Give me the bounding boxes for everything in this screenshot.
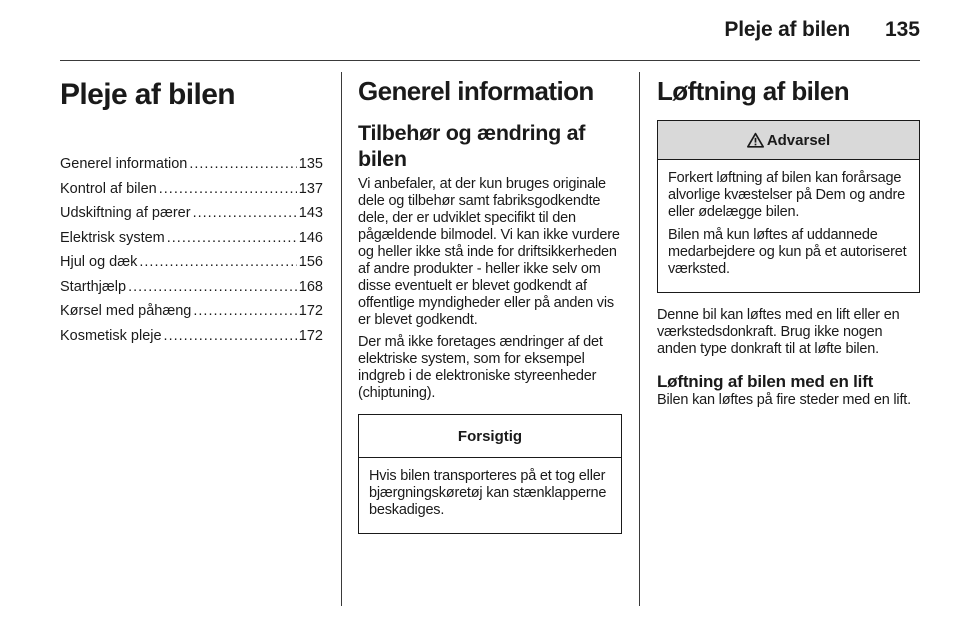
toc-leader-dots bbox=[193, 201, 297, 226]
warning-body bbox=[658, 160, 919, 292]
toc-entry[interactable] bbox=[60, 152, 323, 177]
toc-leader-dots bbox=[139, 250, 296, 275]
toc-leader-dots bbox=[128, 275, 297, 300]
toc-entry[interactable] bbox=[60, 275, 323, 300]
body-paragraph: Der må ikke foretages ændringer af det elektriske system, som for eksempel indgreb i de elektroniske styreenheder (chiptuning). bbox=[358, 334, 603, 401]
chapter-column bbox=[60, 72, 323, 348]
toc-entry-page: 143 bbox=[298, 205, 323, 221]
toc-entry[interactable] bbox=[60, 201, 323, 226]
running-header-title: Pleje af bilen bbox=[724, 18, 850, 41]
caution-text: Hvis bilen transporteres på et tog eller bjærgningskøretøj kan stænklapperne beskadiges. bbox=[369, 468, 607, 518]
toc-leader-dots bbox=[193, 299, 296, 324]
page-number: 135 bbox=[884, 18, 920, 41]
toc-entry-page: 146 bbox=[298, 229, 323, 246]
warning-triangle-icon bbox=[747, 132, 764, 148]
toc-entry-page: 172 bbox=[298, 303, 323, 319]
caution-title: Forsigtig bbox=[359, 415, 621, 458]
toc-entry[interactable] bbox=[60, 250, 323, 275]
table-of-contents bbox=[60, 152, 323, 348]
warning-text: Bilen må kun løftes af uddannede medarbejdere og kun på et autoriseret værksted. bbox=[668, 227, 907, 277]
toc-entry-label: Hjul og dæk bbox=[60, 254, 138, 270]
toc-leader-dots bbox=[164, 324, 297, 349]
toc-leader-dots bbox=[189, 152, 296, 177]
toc-entry-label: Udskiftning af pærer bbox=[60, 205, 191, 221]
toc-leader-dots bbox=[159, 177, 297, 202]
toc-entry-label: Elektrisk system bbox=[60, 229, 165, 246]
toc-entry-page: 172 bbox=[298, 327, 323, 344]
warning-box bbox=[657, 120, 920, 293]
chapter-title: Pleje af bilen bbox=[60, 78, 235, 111]
toc-leader-dots bbox=[167, 226, 297, 251]
toc-entry-page: 137 bbox=[298, 180, 323, 197]
toc-entry-label: Kørsel med påhæng bbox=[60, 303, 192, 319]
toc-entry-label: Starthjælp bbox=[60, 278, 127, 295]
general-info-column bbox=[358, 72, 622, 534]
body-paragraph: Denne bil kan løftes med en lift eller en værkstedsdonkraft. Brug ikke nogen anden type donkraft til at løfte bilen. bbox=[657, 307, 900, 357]
caution-body bbox=[359, 458, 621, 533]
toc-entry[interactable] bbox=[60, 299, 323, 324]
warning-header bbox=[658, 121, 919, 160]
toc-entry-label: Kosmetisk pleje bbox=[60, 327, 162, 344]
caution-box bbox=[358, 414, 622, 534]
toc-entry[interactable] bbox=[60, 226, 323, 251]
body-paragraph: Vi anbefaler, at der kun bruges originale dele og tilbehør samt fabriksgodkendte dele, der er udviklet specifikt til den pågældende bilmodel. Vi kan ikke vurdere og heller ikke stå inde for driftsikkerheden af andre produkter - heller ikke selv om disse eventuelt er blevet godkendt af offentlige myndigheder eller på anden vis er blevet godkendt. bbox=[358, 176, 620, 328]
body-paragraph: Bilen kan løftes på fire steder med en lift. bbox=[657, 392, 911, 408]
warning-text: Forkert løftning af bilen kan forårsage alvorlige kvæstelser på Dem og andre eller ødelægge bilen. bbox=[668, 170, 905, 220]
toc-entry-page: 168 bbox=[298, 278, 323, 295]
toc-entry-page: 135 bbox=[298, 156, 323, 172]
toc-entry[interactable] bbox=[60, 324, 323, 349]
toc-entry[interactable] bbox=[60, 177, 323, 202]
section-title-lifting: Løftning af bilen bbox=[657, 76, 849, 106]
column-divider-right bbox=[639, 72, 640, 606]
column-divider-left bbox=[341, 72, 342, 606]
section-title-general-info: Generel information bbox=[358, 76, 594, 106]
warning-title: Advarsel bbox=[766, 131, 831, 149]
header-rule bbox=[60, 60, 920, 61]
subsection-title-accessories: Tilbehør og ændring af bilen bbox=[358, 121, 586, 171]
toc-entry-page: 156 bbox=[298, 254, 323, 270]
toc-entry-label: Kontrol af bilen bbox=[60, 180, 157, 197]
toc-entry-label: Generel information bbox=[60, 156, 188, 172]
minor-title-lift: Løftning af bilen med en lift bbox=[657, 372, 874, 391]
lifting-column bbox=[657, 72, 920, 414]
